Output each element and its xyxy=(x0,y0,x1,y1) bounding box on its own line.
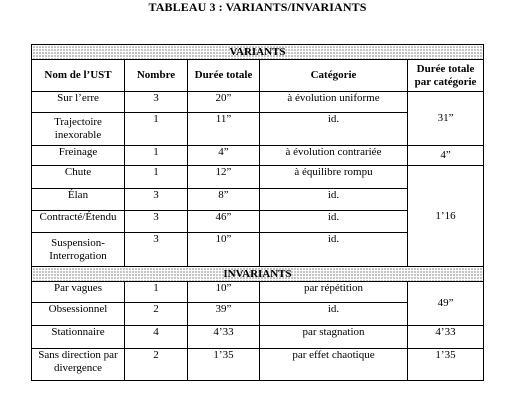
cell-nom: Par vagues xyxy=(32,282,125,303)
header-categorie: Catégorie xyxy=(260,60,408,92)
cell-categorie: id. xyxy=(260,233,408,267)
cell-duree-categorie: 1’35 xyxy=(408,349,484,381)
header-duree-categorie: Durée totale par catégorie xyxy=(408,60,484,92)
table-row xyxy=(32,282,484,303)
cell-duree-categorie: 4” xyxy=(408,146,484,166)
cell-nom: Suspension-Interrogation xyxy=(32,233,125,267)
section-header-invariants xyxy=(32,267,484,282)
section-label-variants xyxy=(32,45,484,60)
cell-categorie: à évolution contrariée xyxy=(260,146,408,166)
cell-duree-categorie: 31” xyxy=(408,92,484,146)
cell-duree: 12” xyxy=(188,166,260,189)
cell-nom: Stationnaire xyxy=(32,326,125,349)
section-label-text: INVARIANTS xyxy=(223,267,292,280)
cell-nombre: 1 xyxy=(125,166,188,189)
table-row xyxy=(32,349,484,381)
cell-nom: Élan xyxy=(32,189,125,211)
cell-duree: 8” xyxy=(188,189,260,211)
table-row xyxy=(32,92,484,113)
cell-categorie: id. xyxy=(260,211,408,233)
cell-categorie: par stagnation xyxy=(260,326,408,349)
cell-duree-categorie: 49” xyxy=(408,282,484,326)
cell-categorie: à équilibre rompu xyxy=(260,166,408,189)
cell-nombre: 1 xyxy=(125,113,188,146)
table-row xyxy=(32,166,484,189)
table-title: TABLEAU 3 : VARIANTS/INVARIANTS xyxy=(148,0,367,14)
cell-duree: 20” xyxy=(188,92,260,113)
cell-nom: Contracté/Étendu xyxy=(32,211,125,233)
cell-nom: Trajectoire inexorable xyxy=(32,113,125,146)
header-nombre: Nombre xyxy=(125,60,188,92)
cell-nombre: 3 xyxy=(125,211,188,233)
cell-nombre: 1 xyxy=(125,282,188,303)
cell-duree: 46” xyxy=(188,211,260,233)
cell-nombre: 3 xyxy=(125,189,188,211)
cell-categorie: par répétition xyxy=(260,282,408,303)
cell-nombre: 3 xyxy=(125,92,188,113)
cell-categorie: id. xyxy=(260,113,408,146)
cell-nom: Freinage xyxy=(32,146,125,166)
cell-duree: 39” xyxy=(188,303,260,326)
cell-duree: 4” xyxy=(188,146,260,166)
cell-categorie: id. xyxy=(260,189,408,211)
cell-categorie: par effet chaotique xyxy=(260,349,408,381)
table-row xyxy=(32,146,484,166)
section-header-variants xyxy=(32,45,484,60)
variants-invariants-table xyxy=(31,44,484,381)
cell-duree: 10” xyxy=(188,282,260,303)
cell-duree: 10” xyxy=(188,233,260,267)
cell-nombre: 2 xyxy=(125,303,188,326)
cell-categorie: à évolution uniforme xyxy=(260,92,408,113)
section-label-invariants xyxy=(32,267,484,282)
column-header-row xyxy=(32,60,484,92)
cell-nombre: 4 xyxy=(125,326,188,349)
header-duree: Durée totale xyxy=(188,60,260,92)
cell-duree-categorie: 1’16 xyxy=(408,166,484,267)
header-nom: Nom de l’UST xyxy=(32,60,125,92)
cell-nombre: 2 xyxy=(125,349,188,381)
cell-nom: Sans direction par divergence xyxy=(32,349,125,381)
section-label-text: VARIANTS xyxy=(229,45,286,58)
cell-nom: Chute xyxy=(32,166,125,189)
cell-duree: 11” xyxy=(188,113,260,146)
cell-nombre: 3 xyxy=(125,233,188,267)
table-row xyxy=(32,326,484,349)
cell-categorie: id. xyxy=(260,303,408,326)
cell-nombre: 1 xyxy=(125,146,188,166)
cell-nom: Sur l’erre xyxy=(32,92,125,113)
cell-duree-categorie: 4’33 xyxy=(408,326,484,349)
cell-nom: Obsessionnel xyxy=(32,303,125,326)
cell-duree: 1’35 xyxy=(188,349,260,381)
cell-duree: 4’33 xyxy=(188,326,260,349)
